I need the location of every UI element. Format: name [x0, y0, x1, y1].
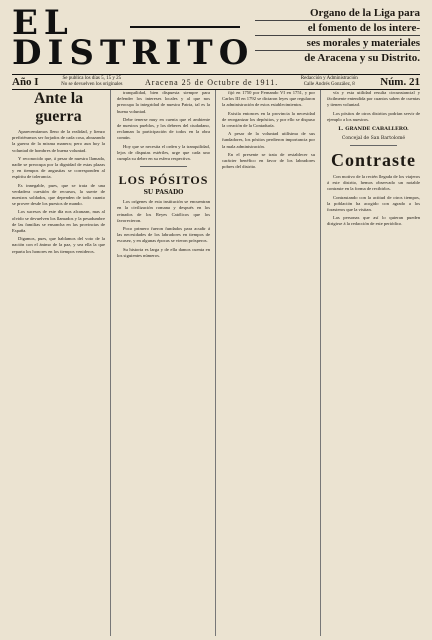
newspaper-title-line2: DISTRITO — [12, 33, 255, 73]
article-paragraph: Es innegable, pues, que se trata de una verdadera cuestión de recursos, la suerte de nuestros soldados, que dependen de todo cuanto se provee desde los puestos de mando. — [12, 182, 105, 207]
divider — [350, 145, 397, 146]
redaccion-info — [301, 76, 358, 88]
issue-number: Núm. 21 — [380, 76, 420, 88]
article-paragraph: Aparecemíamos lleno de la realidad, y lienzo prefiriéramos ser forjados de cada cosa, abrazando la guerra de la misma manera; pero aun hoy la voluntad de hombres de buena voluntad. — [12, 129, 105, 153]
article-paragraph: Los pósitos de otros distritos podrían servir de ejemplo a los nuestros. — [327, 110, 420, 122]
article-paragraph: Los orígenes de esta institución se encuentran en la civilización romana y después en los reinados de los Reyes Católicos que los favorecieron. — [117, 199, 210, 223]
article-paragraph: Hoy que se necesita el orden y la tranquilidad, lejos de disputas estériles, urge que cada uno cumpla su deber en su esfera respectiva. — [117, 143, 210, 162]
organo-line: Organo de la Liga para — [255, 6, 420, 21]
organo-line: ses morales y materiales — [255, 36, 420, 51]
publication-info — [61, 76, 122, 88]
article-paragraph: En el presente se trata de restablecer su carácter benéfico en favor de los labradores pobres del distrito. — [222, 151, 315, 170]
article-paragraph: Los sucesos de este día nos alcanzan, mas al olvido se devuelven los llamados y la pesadumbre de las familias se ensancha en las provincias de España. — [12, 209, 105, 234]
section-heading-contraste: Contraste — [331, 150, 416, 171]
title-rule — [130, 26, 240, 28]
divider — [140, 166, 187, 167]
author-title: Concejal de San Bartolomé — [341, 136, 406, 142]
article-paragraph: Las personas que así lo quieran pueden dirigirse á la redacción de este periódico. — [327, 215, 420, 227]
organo-line: el fomento de los intere- — [255, 21, 420, 36]
article-paragraph: Con motivo de la recién llegada de los viajeros á este distrito, hemos observado un notable contraste en la forma de recibirlos. — [327, 174, 420, 192]
article-paragraph: fijó en 1750 por Fernando VI en 1751, y por Carlos III en 1792 se dictaron leyes que regularon la administración de estos establecimientos. — [222, 90, 315, 108]
article-paragraph: Debe tenerse muy en cuenta que el ambiente de nuestros pueblos, y los deberes del ciudadano, reclaman la participación de todos en la obra común. — [117, 116, 210, 141]
article-paragraph: A pesar de la voluntad utilísima de sus fundadores, los pósitos perdieron importancia por la mala administración. — [222, 131, 315, 149]
section-subheading: SU PASADO — [143, 189, 184, 197]
column-3 — [222, 90, 321, 636]
publica-text: Se publica los días 5, 15 y 25 — [62, 76, 122, 81]
column-1 — [12, 90, 111, 636]
author-signature: L. GRANDE CABALLERO. — [338, 126, 409, 133]
article-columns — [12, 90, 420, 636]
column-2 — [117, 90, 216, 636]
article-paragraph: tranquilidad, bien dispuesta siempre para defender los intereses locales y al que nos preocupa la integridad de nuestra Patria, tal es la buena voluntad. — [117, 90, 210, 114]
organo-box — [255, 6, 420, 65]
direccion-text: Calle Andrés González, 8 — [303, 82, 355, 87]
article-paragraph: Existía entonces en la provincia la necesidad de reorganizar los depósitos, y por ello se dispuso la creación de la Contaduría. — [222, 110, 315, 129]
article-paragraph: vía y esta utilidad resulta circunstancial y fácilmente entendida por cuantos saben de cuentas y tienen voluntad. — [327, 90, 420, 108]
newspaper-title-line1: EL — [12, 3, 74, 43]
article-heading: Ante la guerra — [33, 90, 84, 125]
info-bar — [12, 74, 420, 90]
article-paragraph: Contrastando con la actitud de otros tiempos, la población ha acogido con agrado a los forasteros que la visitan. — [327, 194, 420, 213]
article-paragraph: Digamos, pues, que hablamos del voto de la nación con el ánimo de la paz, y sea ella la que reparta los honores en los tiempos venideros. — [12, 236, 105, 254]
article-paragraph: Su historia es larga y de ella damos cuenta en los siguientes números. — [117, 246, 210, 258]
section-heading: LOS PÓSITOS — [118, 173, 209, 188]
article-paragraph: Poco primero fueron fundados para acudir á las necesidades de los labradores en tiempos de escasez, y en algunas épocas se vieron prósperos. — [117, 226, 210, 244]
column-4 — [327, 90, 420, 636]
article-paragraph: Y reconocido que, á pesar de nuestra llamada, nadie se preocupa por la dignidad de estas plazas y en tiempos de angustias se corresponden al espíritu de tolerancia. — [12, 155, 105, 180]
masthead — [12, 3, 420, 88]
anio-label: Año I — [12, 76, 39, 88]
originales-text: No se devuelven los originales — [61, 82, 123, 87]
organo-line: de Aracena y su Distrito. — [304, 52, 420, 64]
issue-date: Aracena 25 de Octubre de 1911. — [145, 77, 279, 87]
redaccion-text: Redacción y Administración — [300, 76, 358, 81]
